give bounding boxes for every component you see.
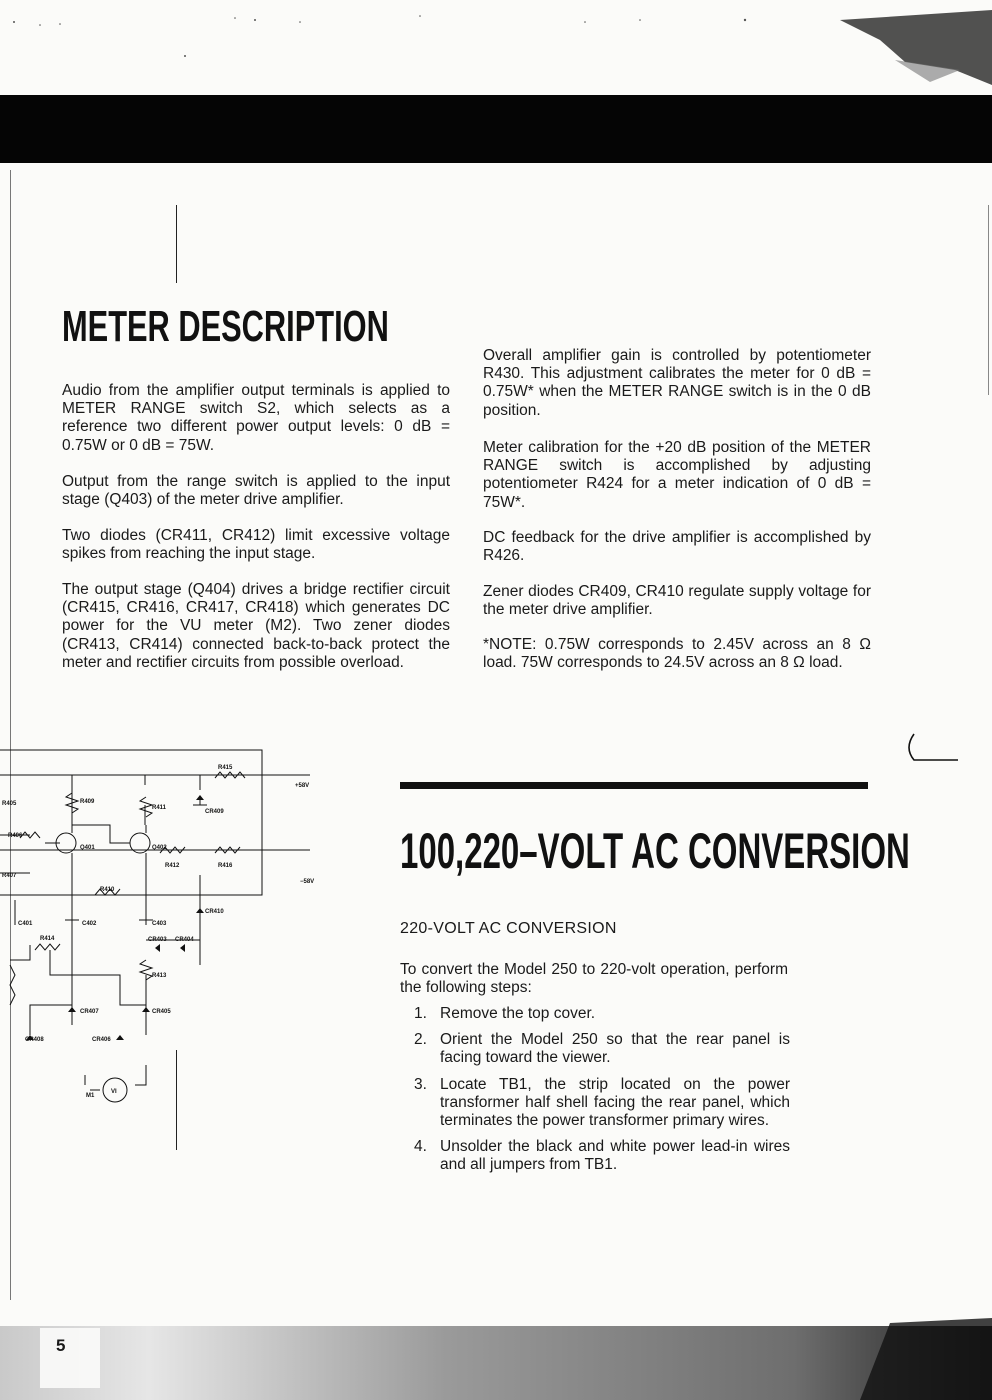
conversion-steps xyxy=(400,1005,790,1183)
meter-paragraph-1: Audio from the amplifier output terminals is applied to METER RANGE switch S2, which selects as a reference two different power output levels: 0 dB = 0.75W or 0 dB = 75W. xyxy=(62,382,450,454)
label-r405: R405 xyxy=(2,801,17,807)
page-left-edge xyxy=(10,170,11,1300)
meter-paragraph-6: Meter calibration for the +20 dB position of the METER RANGE switch is accomplished by adjusting potentiometer R424 for a meter indication of 0 dB = 75W*. xyxy=(483,439,871,511)
ac-conversion-title: 100,220–VOLT AC CONVERSION xyxy=(400,823,910,879)
label-cr408: CR408 xyxy=(25,1037,44,1043)
meter-description-title: METER DESCRIPTION xyxy=(62,302,389,351)
step-text: Orient the Model 250 so that the rear panel is facing toward the viewer. xyxy=(440,1031,790,1067)
label-r406: R406 xyxy=(8,833,23,839)
label-cr404: CR404 xyxy=(175,937,194,943)
label-minus-58v: −58V xyxy=(300,879,315,885)
label-cr403: CR403 xyxy=(148,937,167,943)
meter-paragraph-3: Two diodes (CR411, CR412) limit excessive voltage spikes from reaching the input stage. xyxy=(62,527,450,563)
meter-paragraph-7: DC feedback for the drive amplifier is accomplished by R426. xyxy=(483,529,871,565)
label-r410: R410 xyxy=(100,887,115,893)
label-c401: C401 xyxy=(18,921,33,927)
step-item xyxy=(400,1076,790,1131)
label-cr409: CR409 xyxy=(205,809,224,815)
label-plus-58v: +58V xyxy=(295,783,310,789)
meter-paragraph-4: The output stage (Q404) drives a bridge rectifier circuit (CR415, CR416, CR417, CR418) which generates DC power for the VU meter (M2). Two zener diodes (CR413, CR414) connected back-to-back protect the meter and rectifier circuits from possible overload. xyxy=(62,581,450,671)
step-item xyxy=(400,1005,790,1023)
meter-paragraph-5: Overall amplifier gain is controlled by potentiometer R430. This adjustment calibrates the meter for 0 dB = 0.75W* when the METER RANGE switch is in the 0 dB position. xyxy=(483,347,871,419)
section-rule xyxy=(400,782,868,789)
crop-mark xyxy=(900,728,960,768)
column-divider-top xyxy=(176,205,177,283)
label-vi: VI xyxy=(111,1089,117,1095)
label-r414: R414 xyxy=(40,936,55,942)
label-r416: R416 xyxy=(218,863,233,869)
label-r412: R412 xyxy=(165,863,180,869)
label-cr406: CR406 xyxy=(92,1037,111,1043)
label-c403: C403 xyxy=(152,921,167,927)
label-r411: R411 xyxy=(152,805,167,811)
header-black-band xyxy=(0,95,992,163)
label-cr405: CR405 xyxy=(152,1009,171,1015)
top-scan-noise xyxy=(0,0,992,90)
label-r415: R415 xyxy=(218,765,233,771)
label-q402: Q402 xyxy=(152,845,167,851)
bottom-scan-noise xyxy=(0,1318,992,1400)
meter-paragraph-8: Zener diodes CR409, CR410 regulate supply voltage for the meter drive amplifier. xyxy=(483,583,871,619)
ac-conversion-intro: To convert the Model 250 to 220-volt operation, perform the following steps: xyxy=(400,961,788,997)
label-cr410: CR410 xyxy=(205,909,224,915)
step-text: Unsolder the black and white power lead-in wires and all jumpers from TB1. xyxy=(440,1138,790,1174)
meter-paragraph-2: Output from the range switch is applied to the input stage (Q403) of the meter drive amplifier. xyxy=(62,473,450,509)
label-r413: R413 xyxy=(152,973,167,979)
label-cr407: CR407 xyxy=(80,1009,99,1015)
step-text: Remove the top cover. xyxy=(440,1005,596,1022)
label-m1: M1 xyxy=(86,1093,95,1099)
step-number: 4. xyxy=(414,1138,427,1156)
label-r409: R409 xyxy=(80,799,95,805)
page-right-edge xyxy=(988,205,989,395)
step-number: 2. xyxy=(414,1031,427,1049)
page-number: 5 xyxy=(56,1336,66,1355)
step-text: Locate TB1, the strip located on the power transformer half shell facing the rear panel, which terminates the power transformer primary wires. xyxy=(440,1075,790,1130)
label-q401: Q401 xyxy=(80,845,95,851)
step-number: 1. xyxy=(414,1005,427,1022)
label-r407: R407 xyxy=(2,873,17,879)
ac-conversion-subtitle: 220-VOLT AC CONVERSION xyxy=(400,920,617,937)
step-item xyxy=(400,1031,790,1067)
meter-drive-schematic xyxy=(0,745,330,1115)
step-number: 3. xyxy=(414,1075,427,1093)
label-c402: C402 xyxy=(82,921,97,927)
meter-note: *NOTE: 0.75W corresponds to 2.45V across an 8 Ω load. 75W corresponds to 24.5V across an 8 Ω load. xyxy=(483,636,871,672)
step-item xyxy=(400,1138,790,1174)
